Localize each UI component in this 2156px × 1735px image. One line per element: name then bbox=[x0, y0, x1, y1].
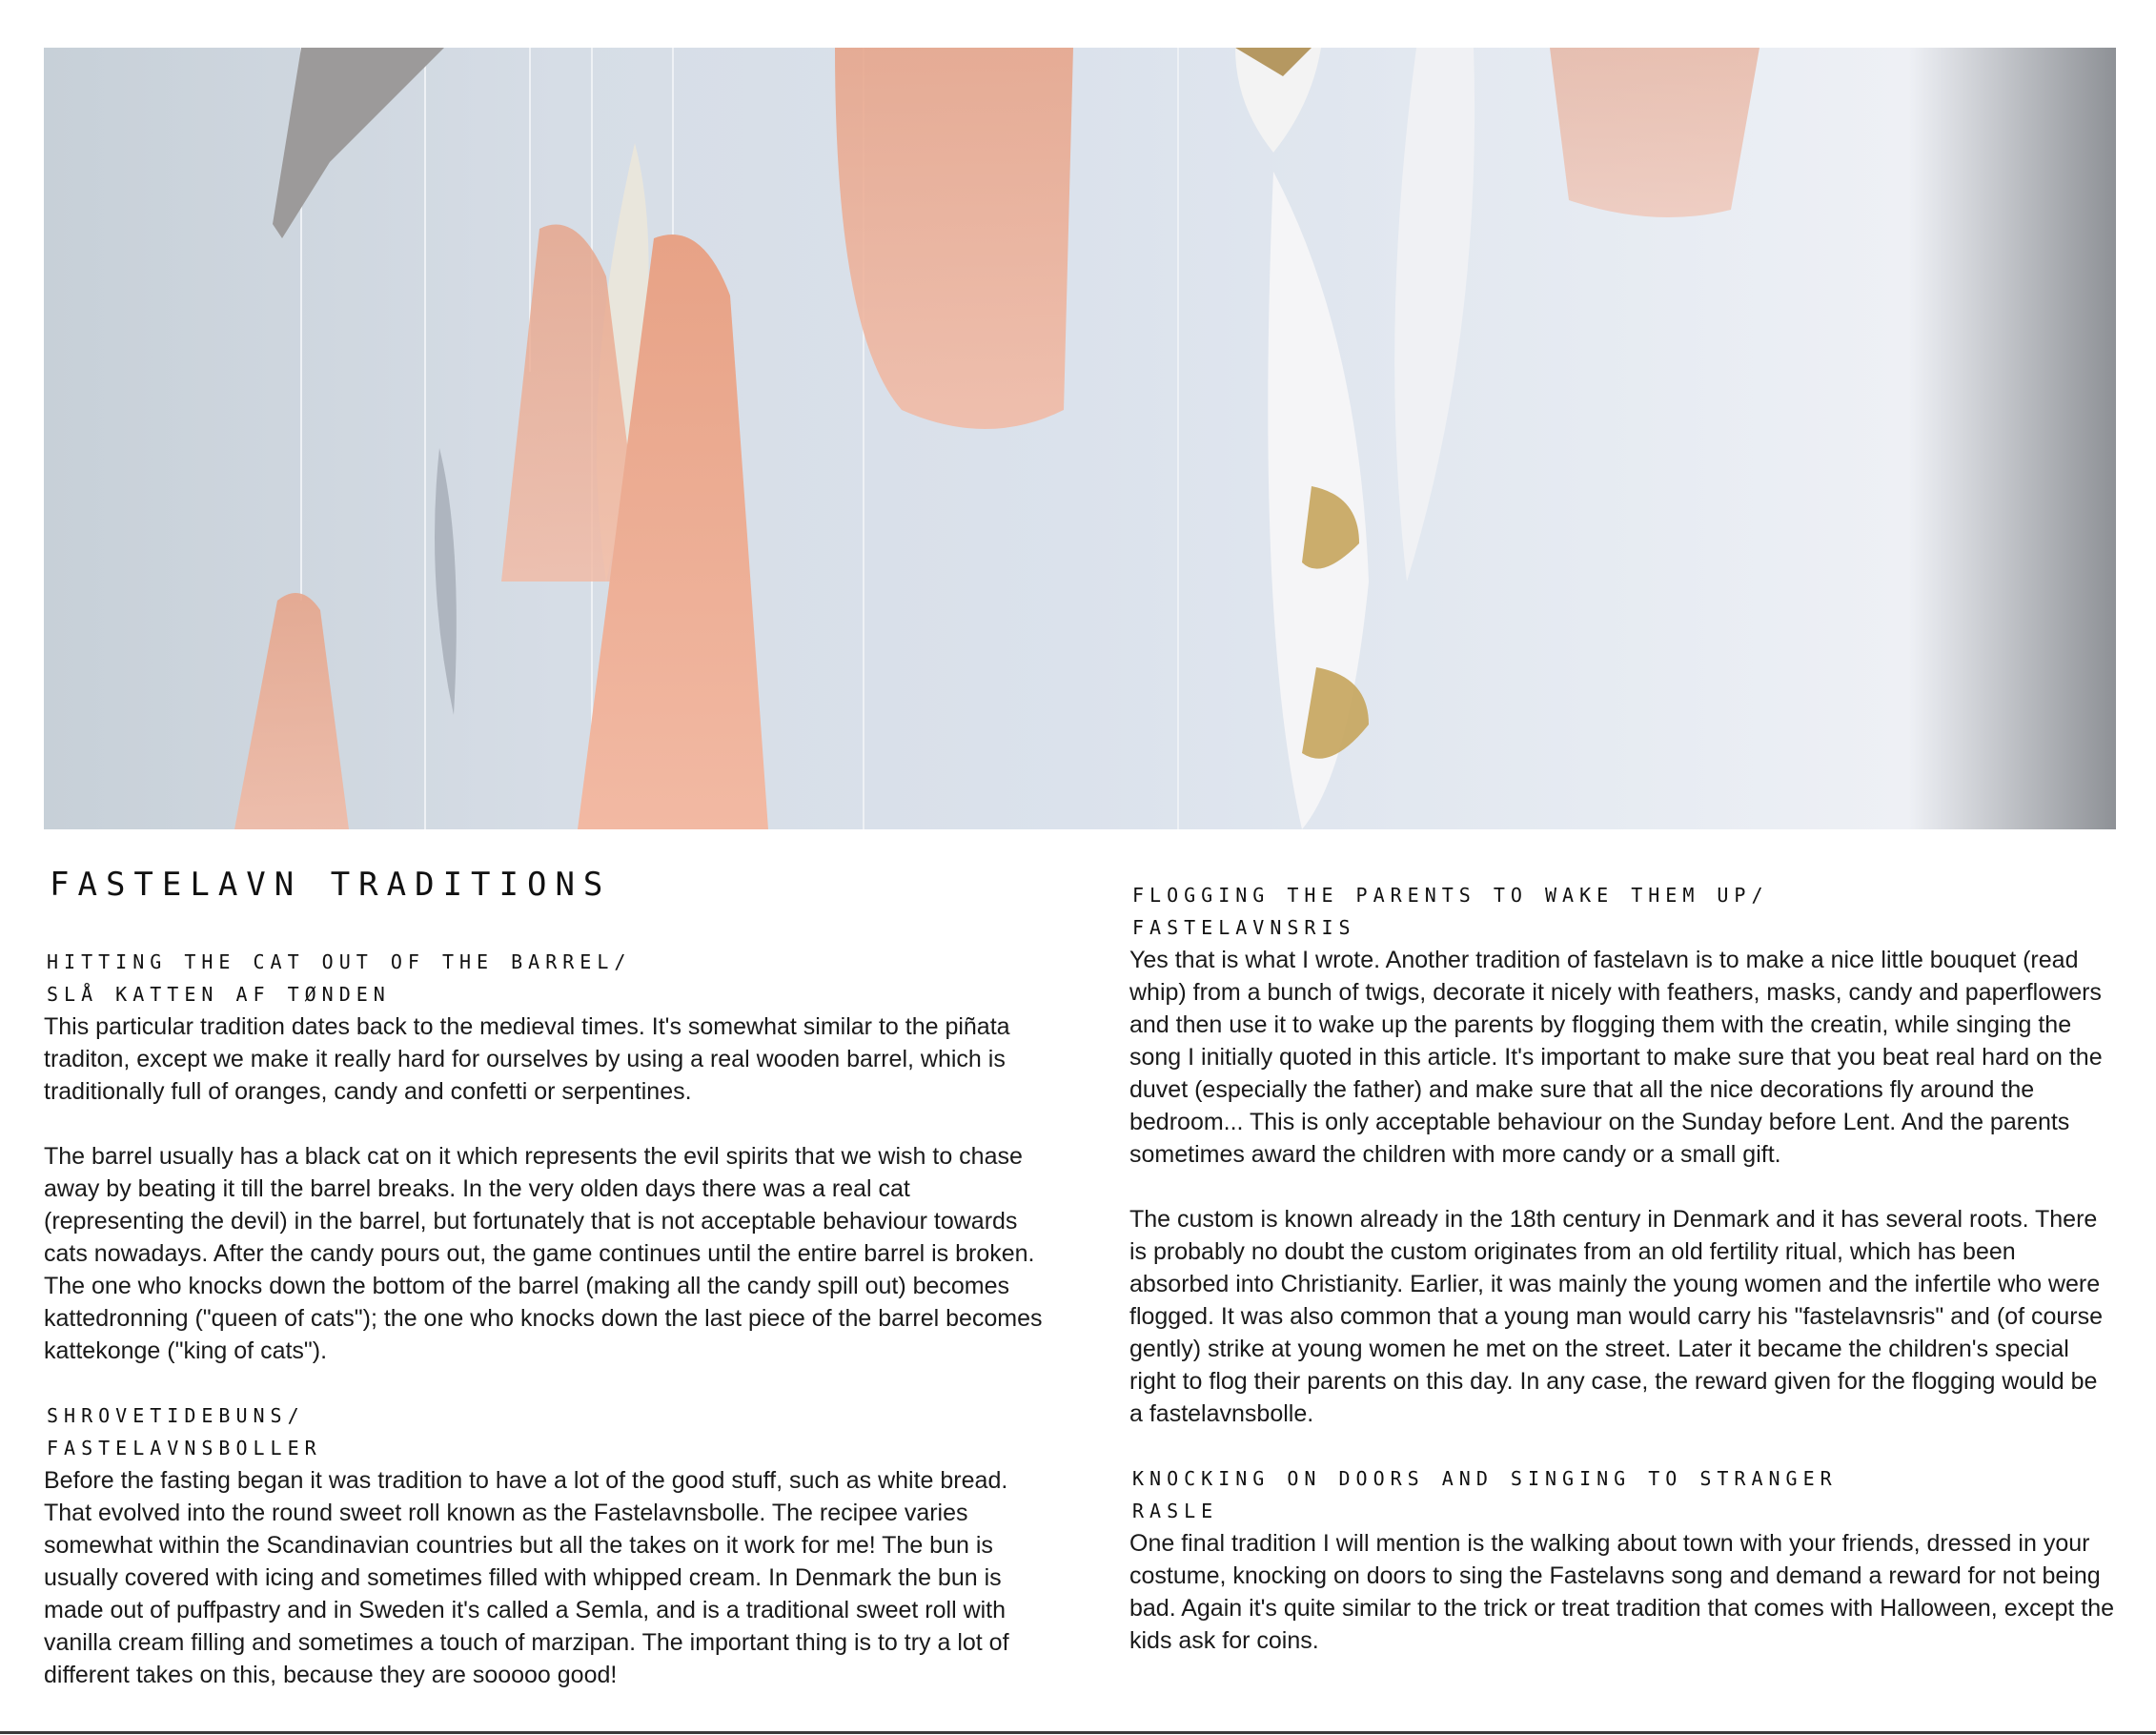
section-heading: HITTING THE CAT OUT OF THE BARREL/ bbox=[47, 950, 632, 973]
paragraph: Yes that is what I wrote. Another tradition of fastelavn is to make a nice little bouquet (read whip) from a bunch of twigs, decorate it nicely with feathers, masks, candy and paperflowers and then use it to wake up the parents by flogging them with the creatin, while singing the song I initially quoted in this article. It's important to make sure that you beat real hard on the duvet (especially the father) and make sure that all the nice decorations fly around the bedroom... This is only acceptable behaviour on the Sunday before Lent. And the parents sometimes award the children with more candy or a small gift. bbox=[1129, 947, 2103, 1168]
tall-feather bbox=[1394, 48, 1475, 582]
section-heading: SHROVETIDEBUNS/ bbox=[47, 1404, 305, 1427]
section-barrel bbox=[44, 946, 1054, 1367]
section-heading: FLOGGING THE PARENTS TO WAKE THEM UP/ bbox=[1132, 884, 1769, 907]
tassel-top bbox=[835, 48, 1073, 429]
section-subheading: FASTELAVNSBOLLER bbox=[47, 1437, 322, 1459]
section-subheading: RASLE bbox=[1132, 1500, 1219, 1522]
page-title: FASTELAVN TRADITIONS bbox=[50, 866, 612, 904]
paragraph: The custom is known already in the 18th century in Denmark and it has several roots. There is probably no doubt the custom originates from an old fertility ritual, which has been absorbed into Christianity. Earlier, it was mainly the young women and the infertile who were flogged. It was also common that a young man would carry his "fastelavnsris" and (of course gently) strike at young women he met on the street. Later it became the children's special right to flog their parents on this day. In any case, the reward given for the flogging would be a fastelavnsbolle. bbox=[1129, 1206, 2104, 1427]
tassel-left bbox=[234, 593, 349, 829]
hero-photo bbox=[44, 48, 2116, 829]
section-heading: KNOCKING ON DOORS AND SINGING TO STRANGER bbox=[1132, 1467, 1838, 1490]
left-column bbox=[44, 858, 1054, 1724]
section-flogging bbox=[1129, 879, 2116, 1430]
right-column bbox=[1129, 858, 2116, 1689]
paragraph: This particular tradition dates back to the medieval times. It's somewhat similar to the piñata traditon, except we make it really hard for ourselves by using a real wooden barrel, which is traditionally full of oranges, candy and confetti or serpentines. bbox=[44, 1013, 1010, 1105]
bottom-divider bbox=[0, 1731, 2156, 1734]
tassel-right bbox=[1550, 48, 1759, 217]
section-subheading: FASTELAVNSRIS bbox=[1132, 916, 1356, 939]
paragraph: Before the fasting began it was tradition to have a lot of the good stuff, such as white bread. That evolved into the round sweet roll known as the Fastelavnsbolle. The recipee varies somewhat within the Scandinavian countries but all the takes on it work for me! The bun is usually covered with icing and sometimes filled with whipped cream. In Denmark the bun is made out of puffpastry and in Sweden it's called a Semla, and is a traditional sweet roll with vanilla cream filling and sometimes a touch of marzipan. The important thing is to try a lot of different takes on this, because they are sooooo good! bbox=[44, 1467, 1009, 1688]
hero-illustration bbox=[44, 48, 2116, 829]
paragraph: The barrel usually has a black cat on it which represents the evil spirits that we wish to chase away by beating it till the barrel breaks. In the very olden days there was a real cat (representing the devil) in the barrel, but fortunately that is not acceptable behaviour towards cats nowadays. After the candy pours out, the game continues until the entire barrel is broken. The one who knocks down the bottom of the barrel (making all the candy spill out) becomes kattedronning ("queen of cats"); the one who knocks down the last piece of the barrel becomes kattekonge ("king of cats"). bbox=[44, 1143, 1043, 1364]
section-knocking bbox=[1129, 1462, 2116, 1657]
section-buns bbox=[44, 1399, 1054, 1691]
grey-feather bbox=[435, 448, 457, 715]
section-subheading: SLÅ KATTEN AF TØNDEN bbox=[47, 983, 391, 1006]
twig bbox=[273, 48, 444, 238]
paragraph: One final tradition I will mention is the walking about town with your friends, dressed in your costume, knocking on doors to sing the Fastelavns song and demand a reward for not being bad. Again it's quite similar to the trick or treat tradition that comes with Halloween, except the kids ask for coins. bbox=[1129, 1530, 2115, 1654]
